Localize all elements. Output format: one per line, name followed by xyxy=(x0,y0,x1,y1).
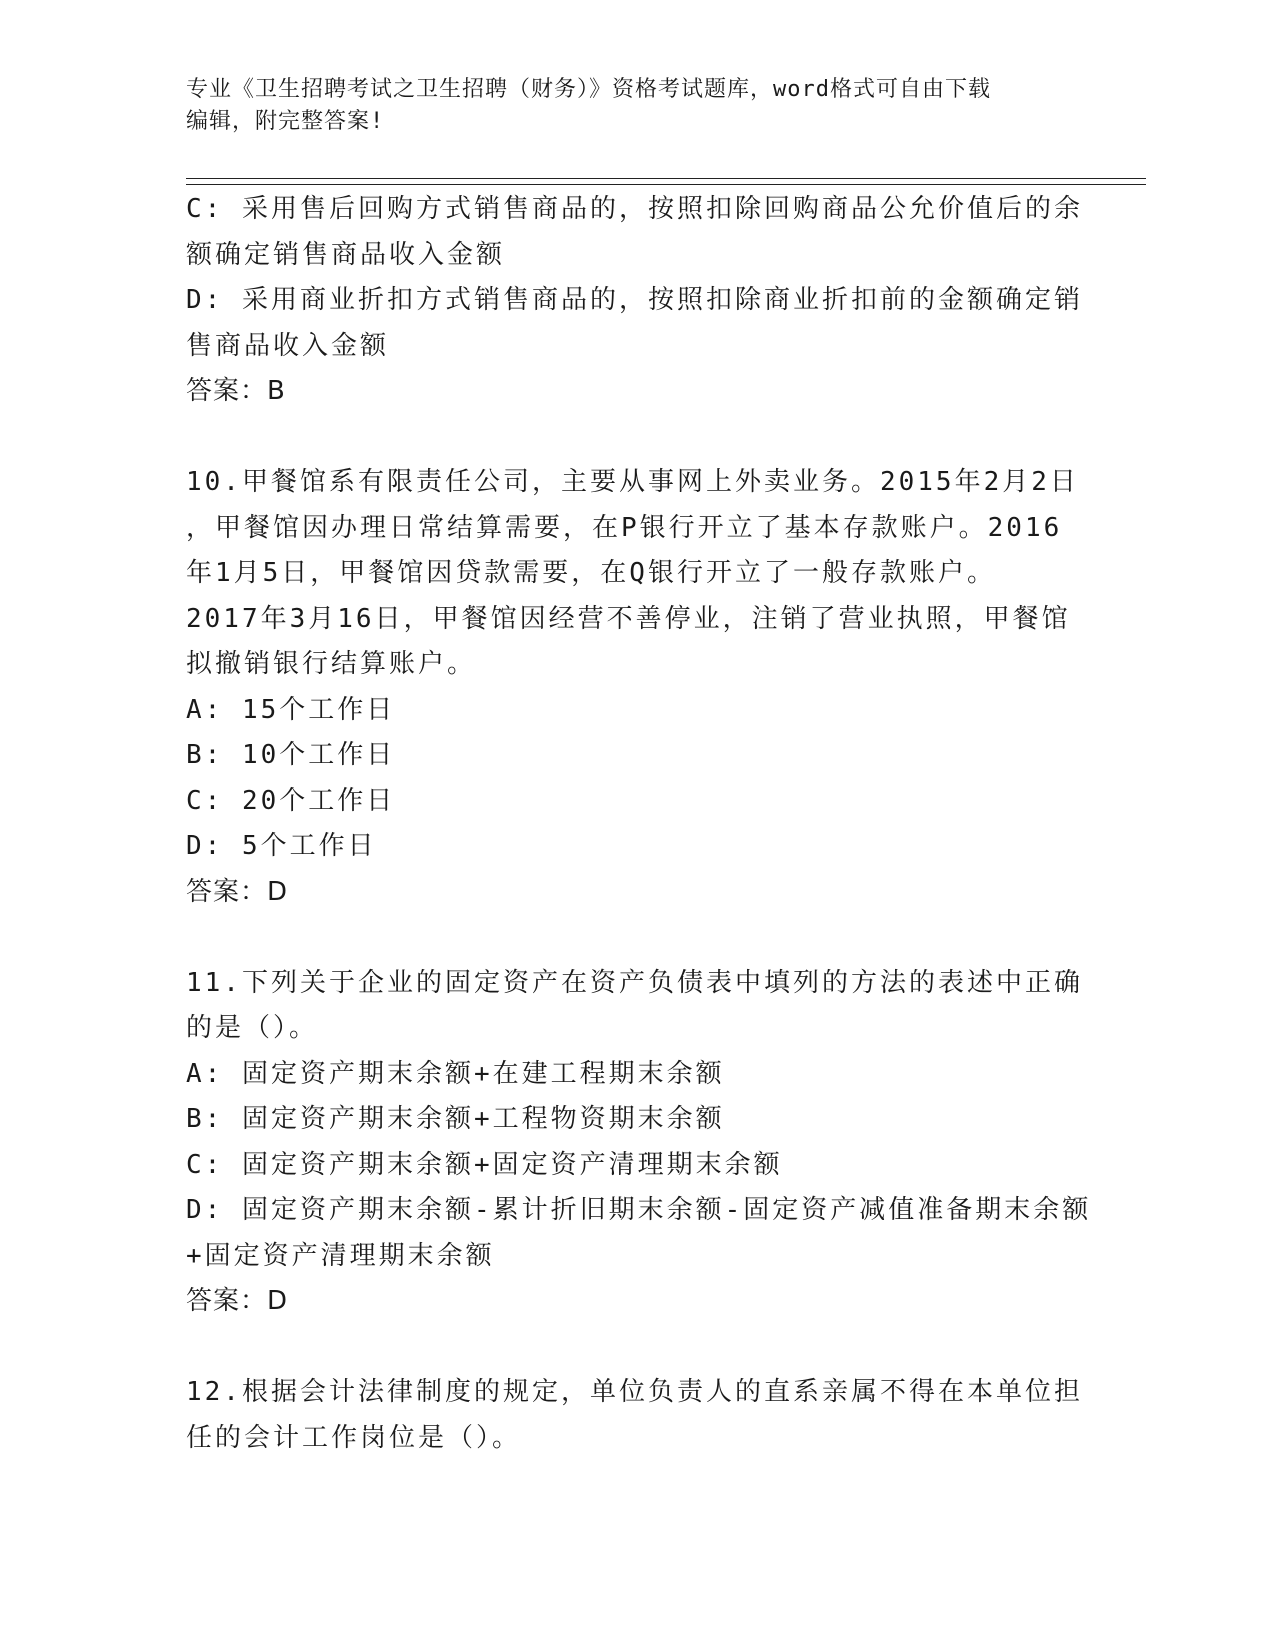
question-stem-line: ，甲餐馆因办理日常结算需要，在P银行开立了基本存款账户。2016 xyxy=(186,512,1063,543)
option-a: A: 固定资产期末余额+在建工程期末余额 xyxy=(186,1058,725,1089)
option-c: C: 20个工作日 xyxy=(186,785,396,816)
option-d-line: D: 采用商业折扣方式销售商品的，按照扣除商业折扣前的金额确定销 xyxy=(186,285,1083,315)
question-stem-line: 任的会计工作岗位是（）。 xyxy=(186,1422,522,1453)
option-a: A: 15个工作日 xyxy=(186,694,396,725)
question-stem-line: 年1月5日，甲餐馆因贷款需要，在Q银行开立了一般存款账户。 xyxy=(186,558,996,588)
question-stem-line: 拟撤销银行结算账户。 xyxy=(186,649,477,679)
option-d-line: D: 固定资产期末余额-累计折旧期末余额-固定资产减值准备期末余额 xyxy=(186,1195,1092,1225)
option-c: C: 固定资产期末余额+固定资产清理期末余额 xyxy=(186,1149,783,1180)
question-stem-line: 12.根据会计法律制度的规定，单位负责人的直系亲属不得在本单位担 xyxy=(186,1377,1083,1407)
question-stem-line: 11.下列关于企业的固定资产在资产负债表中填列的方法的表述中正确 xyxy=(186,967,1083,998)
question-12 xyxy=(186,1370,1086,1461)
answer-line: 答案：D xyxy=(186,1286,289,1316)
question-11 xyxy=(186,961,1092,1325)
page-header xyxy=(186,74,1086,138)
header-line-1: 专业《卫生招聘考试之卫生招聘（财务）》资格考试题库，word格式可自由下载 xyxy=(186,77,991,102)
answer-line: 答案：B xyxy=(186,376,286,406)
answer-line: 答案：D xyxy=(186,876,289,907)
header-rule-bottom xyxy=(186,184,1146,185)
question-spacer xyxy=(186,415,1086,461)
question-stem-line: 2017年3月16日，甲餐馆因经营不善停业，注销了营业执照，甲餐馆 xyxy=(186,603,1071,634)
option-c-line: C: 采用售后回购方式销售商品的，按照扣除回购商品公允价值后的余 xyxy=(186,194,1083,224)
question-stem-line: 的是（）。 xyxy=(186,1013,319,1043)
question-stem-line: 10.甲餐馆系有限责任公司，主要从事网上外卖业务。2015年2月2日 xyxy=(186,467,1079,497)
option-d-line: +固定资产清理期末余额 xyxy=(186,1240,495,1271)
question-content xyxy=(186,187,1092,1461)
option-d: D: 5个工作日 xyxy=(186,831,377,861)
question-spacer xyxy=(186,915,1086,961)
header-line-2: 编辑，附完整答案! xyxy=(186,109,385,134)
question-9-tail xyxy=(186,187,1086,415)
option-d-line: 售商品收入金额 xyxy=(186,330,390,361)
option-b: B: 固定资产期末余额+工程物资期末余额 xyxy=(186,1104,725,1134)
question-10 xyxy=(186,460,1086,915)
question-spacer xyxy=(186,1325,1086,1371)
option-b: B: 10个工作日 xyxy=(186,740,396,770)
option-c-line: 额确定销售商品收入金额 xyxy=(186,239,506,270)
header-rule-top xyxy=(186,178,1146,179)
